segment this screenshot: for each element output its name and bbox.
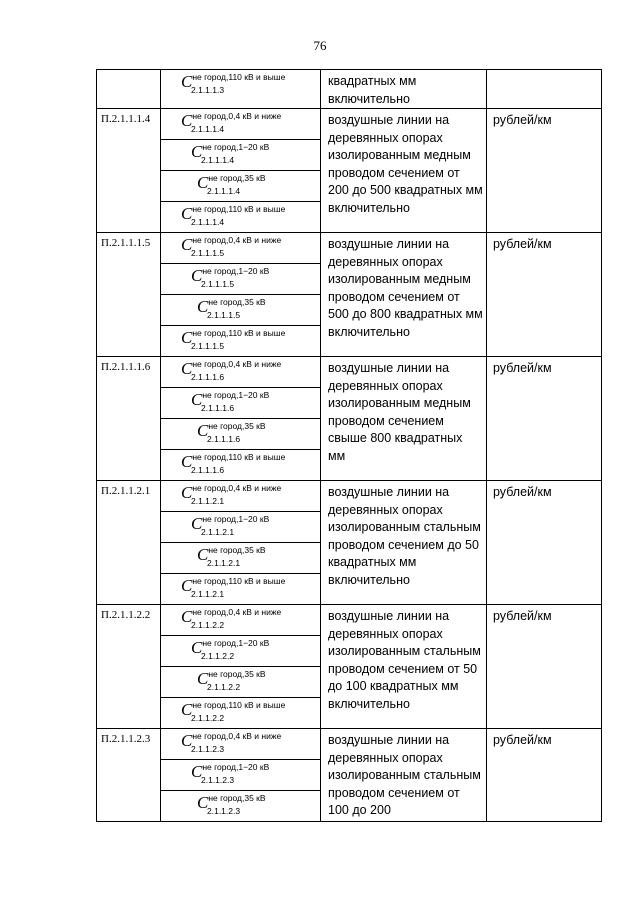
cost-symbol: C [191, 638, 203, 657]
cost-symbol: C [191, 266, 203, 285]
formula-subscript: 2.1.1.1.3 [191, 85, 225, 95]
formula-superscript: не город,110 кВ и выше [192, 576, 286, 586]
formula-subscript: 2.1.1.1.6 [191, 465, 225, 475]
formula-subscript: 2.1.1.2.1 [191, 496, 225, 506]
formula-superscript: не город,35 кВ [208, 421, 266, 431]
cost-symbol: C [197, 297, 209, 316]
item-unit: рублей/км [487, 109, 602, 233]
table-row [97, 109, 602, 140]
item-description: квадратных мм включительно [321, 70, 487, 109]
formula-subscript: 2.1.1.2.3 [191, 744, 225, 754]
item-description: воздушные линии на деревянных опорах изолированным стальным проводом сечением от 100 до 200 [321, 729, 487, 822]
formula-superscript: не город,1−20 кВ [202, 142, 270, 152]
formula-subscript: 2.1.1.1.5 [207, 310, 241, 320]
formula-subscript: 2.1.1.1.6 [201, 403, 235, 413]
item-description: воздушные линии на деревянных опорах изолированным стальным проводом сечением от 50 до 100 квадратных мм включительно [321, 605, 487, 729]
item-code: П.2.1.1.1.4 [97, 109, 161, 233]
formula-superscript: не город,110 кВ и выше [192, 72, 286, 82]
table-row [97, 481, 602, 512]
formula-cell [161, 419, 321, 450]
tariff-table-body [97, 70, 602, 822]
cost-symbol: C [181, 235, 193, 254]
item-code [97, 70, 161, 109]
formula-superscript: не город,0,4 кВ и ниже [192, 235, 282, 245]
formula-subscript: 2.1.1.2.3 [207, 806, 241, 816]
formula-cell [161, 295, 321, 326]
item-code: П.2.1.1.2.1 [97, 481, 161, 605]
formula-subscript: 2.1.1.1.6 [207, 434, 241, 444]
formula-subscript: 2.1.1.2.3 [201, 775, 235, 785]
formula-superscript: не город,1−20 кВ [202, 762, 270, 772]
item-unit [487, 70, 602, 109]
formula-subscript: 2.1.1.2.1 [201, 527, 235, 537]
item-description: воздушные линии на деревянных опорах изолированным стальным проводом сечением до 50 квадратных мм включительно [321, 481, 487, 605]
formula-superscript: не город,35 кВ [208, 669, 266, 679]
formula-superscript: не город,1−20 кВ [202, 514, 270, 524]
cost-symbol: C [181, 452, 193, 471]
table-row [97, 233, 602, 264]
table-row [97, 357, 602, 388]
item-code: П.2.1.1.2.2 [97, 605, 161, 729]
formula-subscript: 2.1.1.2.1 [207, 558, 241, 568]
formula-cell [161, 171, 321, 202]
cost-symbol: C [197, 793, 209, 812]
formula-superscript: не город,0,4 кВ и ниже [192, 359, 282, 369]
formula-cell [161, 450, 321, 481]
formula-superscript: не город,0,4 кВ и ниже [192, 111, 282, 121]
formula-cell [161, 512, 321, 543]
item-unit: рублей/км [487, 481, 602, 605]
formula-cell [161, 574, 321, 605]
formula-superscript: не город,110 кВ и выше [192, 204, 286, 214]
formula-subscript: 2.1.1.2.1 [191, 589, 225, 599]
formula-subscript: 2.1.1.1.5 [201, 279, 235, 289]
formula-cell [161, 233, 321, 264]
formula-superscript: не город,1−20 кВ [202, 266, 270, 276]
formula-cell [161, 667, 321, 698]
formula-subscript: 2.1.1.1.4 [201, 155, 235, 165]
item-code: П.2.1.1.2.3 [97, 729, 161, 822]
formula-superscript: не город,35 кВ [208, 545, 266, 555]
formula-cell [161, 109, 321, 140]
formula-subscript: 2.1.1.1.6 [191, 372, 225, 382]
cost-symbol: C [181, 328, 193, 347]
cost-symbol: C [197, 173, 209, 192]
cost-symbol: C [191, 762, 203, 781]
table-row [97, 70, 602, 109]
formula-cell [161, 791, 321, 822]
formula-superscript: не город,110 кВ и выше [192, 452, 286, 462]
item-unit: рублей/км [487, 233, 602, 357]
formula-cell [161, 636, 321, 667]
formula-cell [161, 605, 321, 636]
formula-cell [161, 140, 321, 171]
formula-subscript: 2.1.1.1.5 [191, 341, 225, 351]
formula-subscript: 2.1.1.1.5 [191, 248, 225, 258]
cost-symbol: C [181, 576, 193, 595]
formula-cell [161, 388, 321, 419]
table-row [97, 605, 602, 636]
cost-symbol: C [191, 390, 203, 409]
formula-cell [161, 543, 321, 574]
page-number: 76 [313, 38, 327, 53]
formula-superscript: не город,35 кВ [208, 793, 266, 803]
cost-symbol: C [181, 359, 193, 378]
cost-symbol: C [191, 514, 203, 533]
formula-cell [161, 264, 321, 295]
formula-subscript: 2.1.1.2.2 [191, 620, 225, 630]
formula-subscript: 2.1.1.1.4 [191, 124, 225, 134]
formula-superscript: не город,1−20 кВ [202, 390, 270, 400]
item-code: П.2.1.1.1.6 [97, 357, 161, 481]
cost-symbol: C [181, 483, 193, 502]
formula-superscript: не город,0,4 кВ и ниже [192, 483, 282, 493]
cost-symbol: C [191, 142, 203, 161]
formula-cell [161, 698, 321, 729]
item-description: воздушные линии на деревянных опорах изолированным медным проводом сечением свыше 800 квадратных мм [321, 357, 487, 481]
formula-superscript: не город,110 кВ и выше [192, 328, 286, 338]
cost-symbol: C [181, 607, 193, 626]
formula-subscript: 2.1.1.1.4 [191, 217, 225, 227]
formula-subscript: 2.1.1.1.4 [207, 186, 241, 196]
formula-cell [161, 70, 321, 109]
cost-symbol: C [197, 545, 209, 564]
formula-superscript: не город,0,4 кВ и ниже [192, 731, 282, 741]
formula-cell [161, 357, 321, 388]
formula-superscript: не город,1−20 кВ [202, 638, 270, 648]
formula-cell [161, 202, 321, 233]
cost-symbol: C [181, 731, 193, 750]
item-unit: рублей/км [487, 357, 602, 481]
cost-symbol: C [181, 111, 193, 130]
formula-subscript: 2.1.1.2.2 [201, 651, 235, 661]
formula-superscript: не город,35 кВ [208, 173, 266, 183]
formula-superscript: не город,35 кВ [208, 297, 266, 307]
cost-symbol: C [197, 421, 209, 440]
formula-subscript: 2.1.1.2.2 [191, 713, 225, 723]
formula-superscript: не город,0,4 кВ и ниже [192, 607, 282, 617]
formula-cell [161, 481, 321, 512]
formula-cell [161, 326, 321, 357]
tariff-table [96, 69, 602, 822]
cost-symbol: C [197, 669, 209, 688]
cost-symbol: C [181, 72, 193, 91]
item-code: П.2.1.1.1.5 [97, 233, 161, 357]
formula-cell [161, 760, 321, 791]
formula-superscript: не город,110 кВ и выше [192, 700, 286, 710]
item-unit: рублей/км [487, 605, 602, 729]
item-unit: рублей/км [487, 729, 602, 822]
cost-symbol: C [181, 700, 193, 719]
item-description: воздушные линии на деревянных опорах изолированным медным проводом сечением от 500 до 800 квадратных мм включительно [321, 233, 487, 357]
formula-subscript: 2.1.1.2.2 [207, 682, 241, 692]
formula-cell [161, 729, 321, 760]
item-description: воздушные линии на деревянных опорах изолированным медным проводом сечением от 200 до 500 квадратных мм включительно [321, 109, 487, 233]
table-row [97, 729, 602, 760]
cost-symbol: C [181, 204, 193, 223]
